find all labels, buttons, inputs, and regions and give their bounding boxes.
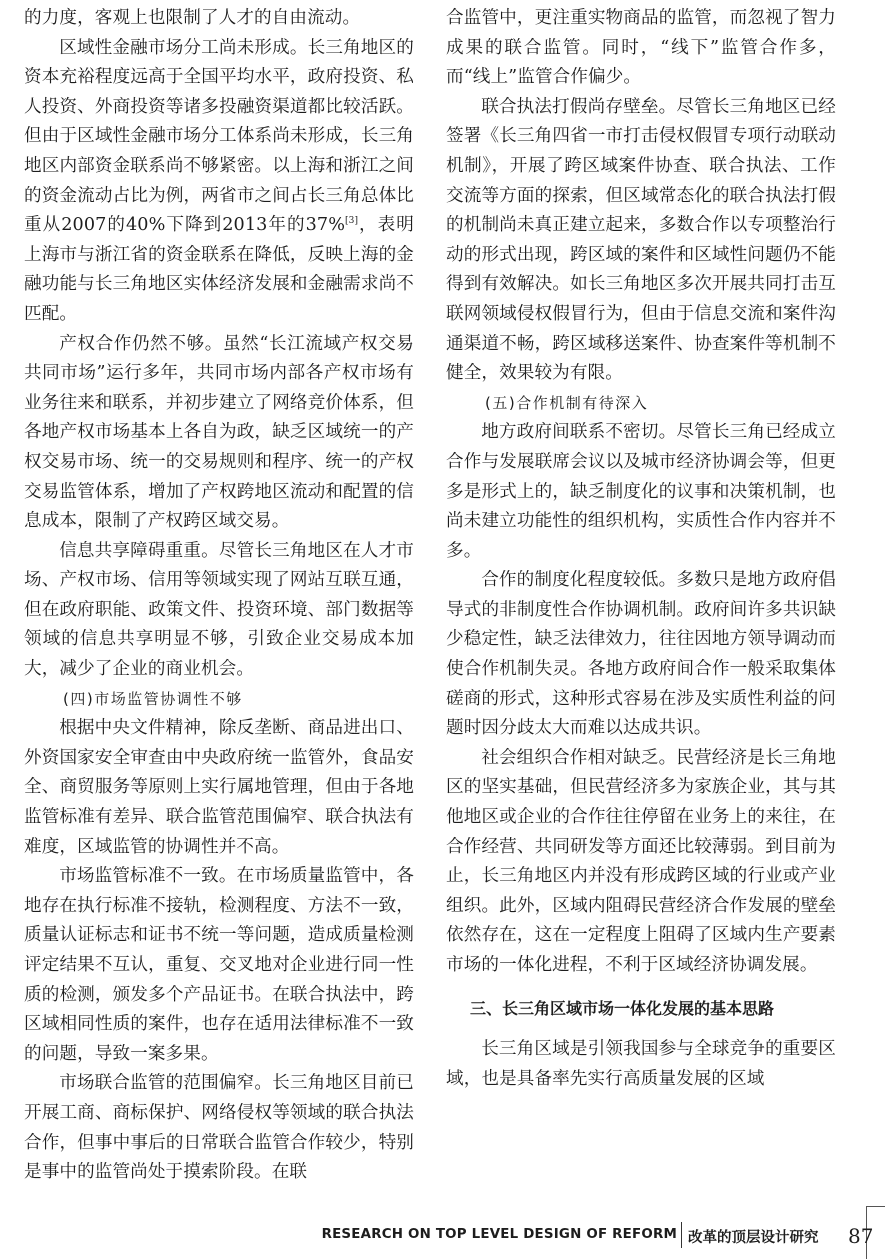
paragraph: 社会组织合作相对缺乏。民营经济是长三角地区的坚实基础，但民营经济多为家族企业，其与其他地区或企业的合作往往停留在业务上的来往，在合作经营、共同研发等方面还比较薄弱。到目前为止，长三角地区内并没有形成跨区域的行业或产业组织。此外，区域内阻碍民营经济合作发展的壁垒依然存在，这在一定程度上阻碍了区域内生产要素市场的一体化进程，不利于区域经济协调发展。 [446,747,836,975]
paragraph: 合监管中，更注重实物商品的监管，而忽视了智力成果的联合监管。同时，“线下”监管合作多，而“线上”监管合作偏少。 [446,8,836,88]
paragraph: 市场监管标准不一致。在市场质量监管中，各地存在执行标准不接轨，检测程度、方法不一致，质量认证标志和证书不统一等问题，造成质量检测评定结果不互认，重复、交叉地对企业进行同一性质的检测，颁发多个产品证书。在联合执法中，跨区域相同性质的案件，也存在适用法律标准不一致的问题，导致一案多果。 [24,866,414,1064]
paragraph: 信息共享障碍重重。尽管长三角地区在人才市场、产权市场、信用等领域实现了网站互联互通，但在政府职能、政策文件、投资环境、部门数据等领域的信息共享明显不够，引致企业交易成本加大，减少了企业的商业机会。 [24,540,414,680]
left-column [24,4,414,1188]
right-column [446,4,836,1094]
paragraph: 联合执法打假尚存壁垒。尽管长三角地区已经签署《长三角四省一市打击侵权假冒专项行动联动机制》，开展了跨区域案件协查、联合执法、工作交流等方面的探索，但区域常态化的联合执法打假的机制尚未真正建立起来，多数合作以专项整治行动的形式出现，跨区域的案件和区域性问题仍不能得到有效解决。如长三角地区多次开展共同打击互联网领域侵权假冒行为，但由于信息交流和案件沟通渠道不畅，跨区域移送案件、协查案件等机制不健全，效果较为有限。 [446,96,836,384]
paragraph: 的力度，客观上也限制了人才的自由流动。 [24,8,361,28]
subsection-heading: (五)合作机制有待深入 [485,393,649,412]
journal-title-en: RESEARCH ON TOP LEVEL DESIGN OF REFORM [321,1227,677,1242]
footer-divider [681,1222,682,1248]
paragraph-text: ，表明上海市与浙江省的资金联系在降低，反映上海的金融功能与长三角地区实体经济发展和金融需求尚不匹配。 [24,215,414,324]
paragraph: 根据中央文件精神，除反垄断、商品进出口、外资国家安全审查由中央政府统一监管外，食品安全、商贸服务等原则上实行属地管理，但由于各地监管标准有差异、联合监管范围偏窄、联合执法有难度，区域监管的协调性并不高。 [24,718,414,857]
paragraph: 市场联合监管的范围偏窄。长三角地区目前已开展工商、商标保护、网络侵权等领域的联合执法合作，但事中事后的日常联合监管合作较少，特别是事中的监管尚处于摸索阶段。在联 [24,1073,414,1183]
section-heading: 三、长三角区域市场一体化发展的基本思路 [470,998,775,1018]
paragraph: 长三角区域是引领我国参与全球竞争的重要区域，也是具备率先实行高质量发展的区域 [446,1039,836,1089]
page-number: 87 [848,1224,874,1248]
journal-title-cn: 改革的顶层设计研究 [688,1230,819,1246]
paragraph: 产权合作仍然不够。虽然“长江流域产权交易共同市场”运行多年，共同市场内部各产权市场有业务往来和联系，并初步建立了网络竞价体系，但各地产权市场基本上各自为政，缺乏区域统一的产权交易市场、统一的交易规则和程序、统一的产权交易监管体系，增加了产权跨地区流动和配置的信息成本，限制了产权跨区域交易。 [24,333,414,532]
paragraph [24,34,414,330]
subsection-heading: (四)市场监管协调性不够 [63,689,243,708]
paragraph: 合作的制度化程度较低。多数只是地方政府倡导式的非制度性合作协调机制。政府间许多共识缺少稳定性，缺乏法律效力，往往因地方领导调动而使合作机制失灵。各地方政府间合作一般采取集体磋商的形式，这种形式容易在涉及实质性利益的问题时因分歧太大而难以达成共识。 [446,570,836,739]
paragraph-text: 区域性金融市场分工尚未形成。长三角地区的资本充裕程度远高于全国平均水平，政府投资、私人投资、外商投资等诸多投融资渠道都比较活跃。但由于区域性金融市场分工体系尚未形成，长三角地区内部资金联系尚不够紧密。以上海和浙江之间的资金流动占比为例，两省市之间占长三角总体比重从2007的40%下降到2013年的37% [24,37,414,236]
paragraph: 地方政府间联系不密切。尽管长三角已经成立合作与发展联席会议以及城市经济协调会等，但更多是形式上的，缺乏制度化的议事和决策机制，也尚未建立功能性的组织机构，实质性合作内容并不多。 [446,422,836,561]
citation-ref: [3] [345,216,359,227]
